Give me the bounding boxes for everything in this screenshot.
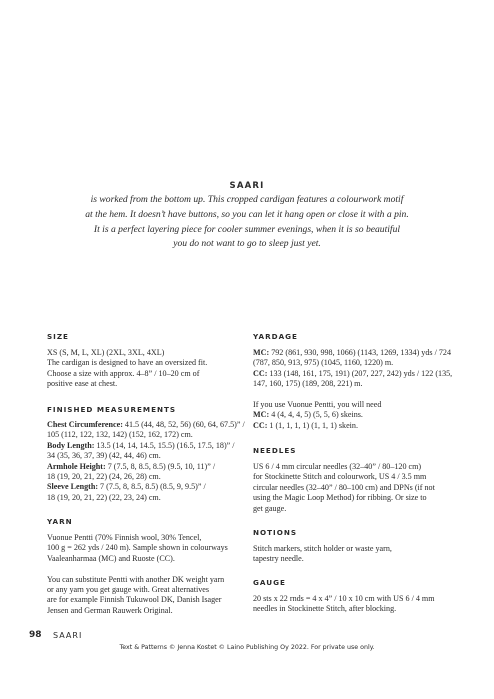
needles-line: US 6 / 4 mm circular needles (32–40” / 80–120 cm) <box>253 462 422 471</box>
needles-line: for Stockinette Stitch and colourwork, US 4 / 3.5 mm <box>253 472 427 482</box>
pattern-title: SAARI <box>229 181 265 191</box>
notions-section <box>253 544 392 565</box>
yardage-section <box>253 348 452 431</box>
sleeve-label: Sleeve Length: <box>47 482 99 492</box>
chest-line-2: 105 (112, 122, 132, 142) (152, 162, 172) cm. <box>47 430 193 440</box>
chest-line <box>47 420 245 430</box>
yarn-spacer <box>47 564 228 574</box>
yarn-line: 100 g = 262 yds / 240 m). Sample shown in colourways <box>47 543 228 553</box>
cc-skeins-line <box>253 421 452 431</box>
yarn-line: or any yarn you get gauge with. Great alternatives <box>47 585 210 595</box>
mc-skeins-label: MC: <box>253 410 270 420</box>
chest-label: Chest Circumference: <box>47 420 123 429</box>
needles-line: get gauge. <box>253 503 287 513</box>
sleeve-line <box>47 482 245 492</box>
armhole-line-2: 18 (19, 20, 21, 22) (24, 26, 28) cm. <box>47 472 161 482</box>
intro-line: It is a perfect layering piece for cooler summer evenings, when it is so beautiful <box>93 223 401 235</box>
needles-section <box>253 462 435 514</box>
mc-line <box>253 348 452 358</box>
notions-line: tapestry needle. <box>253 554 304 564</box>
yarn-line: You can substitute Pentti with another DK weight yarn <box>47 574 225 584</box>
yardage-spacer <box>253 390 452 400</box>
intro-line: you do not want to go to sleep just yet. <box>173 238 321 250</box>
mc-line-2: (787, 850, 913, 975) (1045, 1160, 1220) m. <box>253 358 394 368</box>
cc-skeins-label: CC: <box>253 420 268 430</box>
gauge-line: 20 sts x 22 rnds = 4 x 4” / 10 x 10 cm with US 6 / 4 mm <box>253 594 435 603</box>
size-line: The cardigan is designed to have an oversized fit. <box>47 358 208 368</box>
notions-heading: NOTIONS <box>253 528 298 537</box>
gauge-heading: GAUGE <box>253 578 286 587</box>
size-heading: SIZE <box>47 332 69 341</box>
sleeve-line-2: 18 (19, 20, 21, 22) (22, 23, 24) cm. <box>47 492 161 502</box>
cc-line-2: 147, 160, 175) (189, 208, 221) m. <box>253 379 363 389</box>
needles-line: circular needles (32–40” / 80–100 cm) and DPNs (if not <box>253 482 435 492</box>
size-line: XS (S, M, L, XL) (2XL, 3XL, 4XL) <box>47 348 165 357</box>
armhole-value: 7 (7.5, 8, 8.5, 8.5) (9.5, 10, 11)” / <box>105 461 216 471</box>
body-line-2: 34 (35, 36, 37, 39) (42, 44, 46) cm. <box>47 451 161 461</box>
page-number: 98 <box>29 630 42 640</box>
gauge-line: needles in Stockinette Stitch, after blocking. <box>253 604 397 614</box>
yarn-heading: YARN <box>47 517 73 526</box>
mc-skeins-line <box>253 410 452 420</box>
yarn-line: are for example Finnish Tukuwool DK, Danish Isager <box>47 595 222 605</box>
armhole-line <box>47 462 245 472</box>
notions-line: Stitch markers, stitch holder or waste yarn, <box>253 544 392 553</box>
yarn-line: Jensen and German Rauwerk Original. <box>47 605 173 615</box>
needles-line: using the Magic Loop Method) for ribbing. Or size to <box>253 493 427 503</box>
gauge-section <box>253 594 435 615</box>
yarn-line: Vuonue Pentti (70% Finnish wool, 30% Tencel, <box>47 533 202 542</box>
sleeve-value: 7 (7.5, 8, 8.5, 8.5) (8.5, 9, 9.5)” / <box>98 482 206 492</box>
mc-label: MC: <box>253 348 270 357</box>
intro-line: at the hem. It doesn’t have buttons, so you can let it hang open or close it with a pin. <box>85 208 409 220</box>
body-label: Body Length: <box>47 440 95 450</box>
cc-label: CC: <box>253 368 268 378</box>
pentti-line: If you use Vuonue Pentti, you will need <box>253 400 382 410</box>
size-line: Choose a size with approx. 4–8” / 10–20 cm of <box>47 368 200 378</box>
yardage-heading: YARDAGE <box>253 332 298 341</box>
body-value: 13.5 (14, 14, 14.5, 15.5) (16.5, 17.5, 18)” / <box>94 440 235 450</box>
body-line <box>47 441 245 451</box>
cc-line <box>253 369 452 379</box>
armhole-label: Armhole Height: <box>47 461 106 471</box>
mc-skeins-value: 4 (4, 4, 4, 5) (5, 5, 6) skeins. <box>269 410 363 420</box>
finished-measurements-heading: FINISHED MEASUREMENTS <box>47 405 177 414</box>
intro-line: is worked from the bottom up. This cropped cardigan features a colourwork motif <box>90 194 404 205</box>
page-section-name: SAARI <box>53 631 83 640</box>
size-line: positive ease at chest. <box>47 379 118 389</box>
mc-value: 792 (861, 930, 998, 1066) (1143, 1269, 1334) yds / 724 <box>269 348 451 357</box>
needles-heading: NEEDLES <box>253 446 297 455</box>
cc-skeins-value: 1 (1, 1, 1, 1) (1, 1, 1) skein. <box>267 420 358 430</box>
yarn-section <box>47 533 228 616</box>
intro-paragraph <box>60 193 434 252</box>
copyright-footer: Text & Patterns © Jenna Kostet © Laino Publishing Oy 2022. For private use only. <box>119 644 375 651</box>
finished-measurements-section <box>47 420 245 503</box>
size-section <box>47 348 207 390</box>
cc-value: 133 (148, 161, 175, 191) (207, 227, 242) yds / 122 (135, <box>267 368 453 378</box>
chest-value: 41.5 (44, 48, 52, 56) (60, 64, 67.5)” / <box>122 420 245 429</box>
yarn-line: Vaaleanharmaa (MC) and Ruoste (CC). <box>47 553 175 563</box>
